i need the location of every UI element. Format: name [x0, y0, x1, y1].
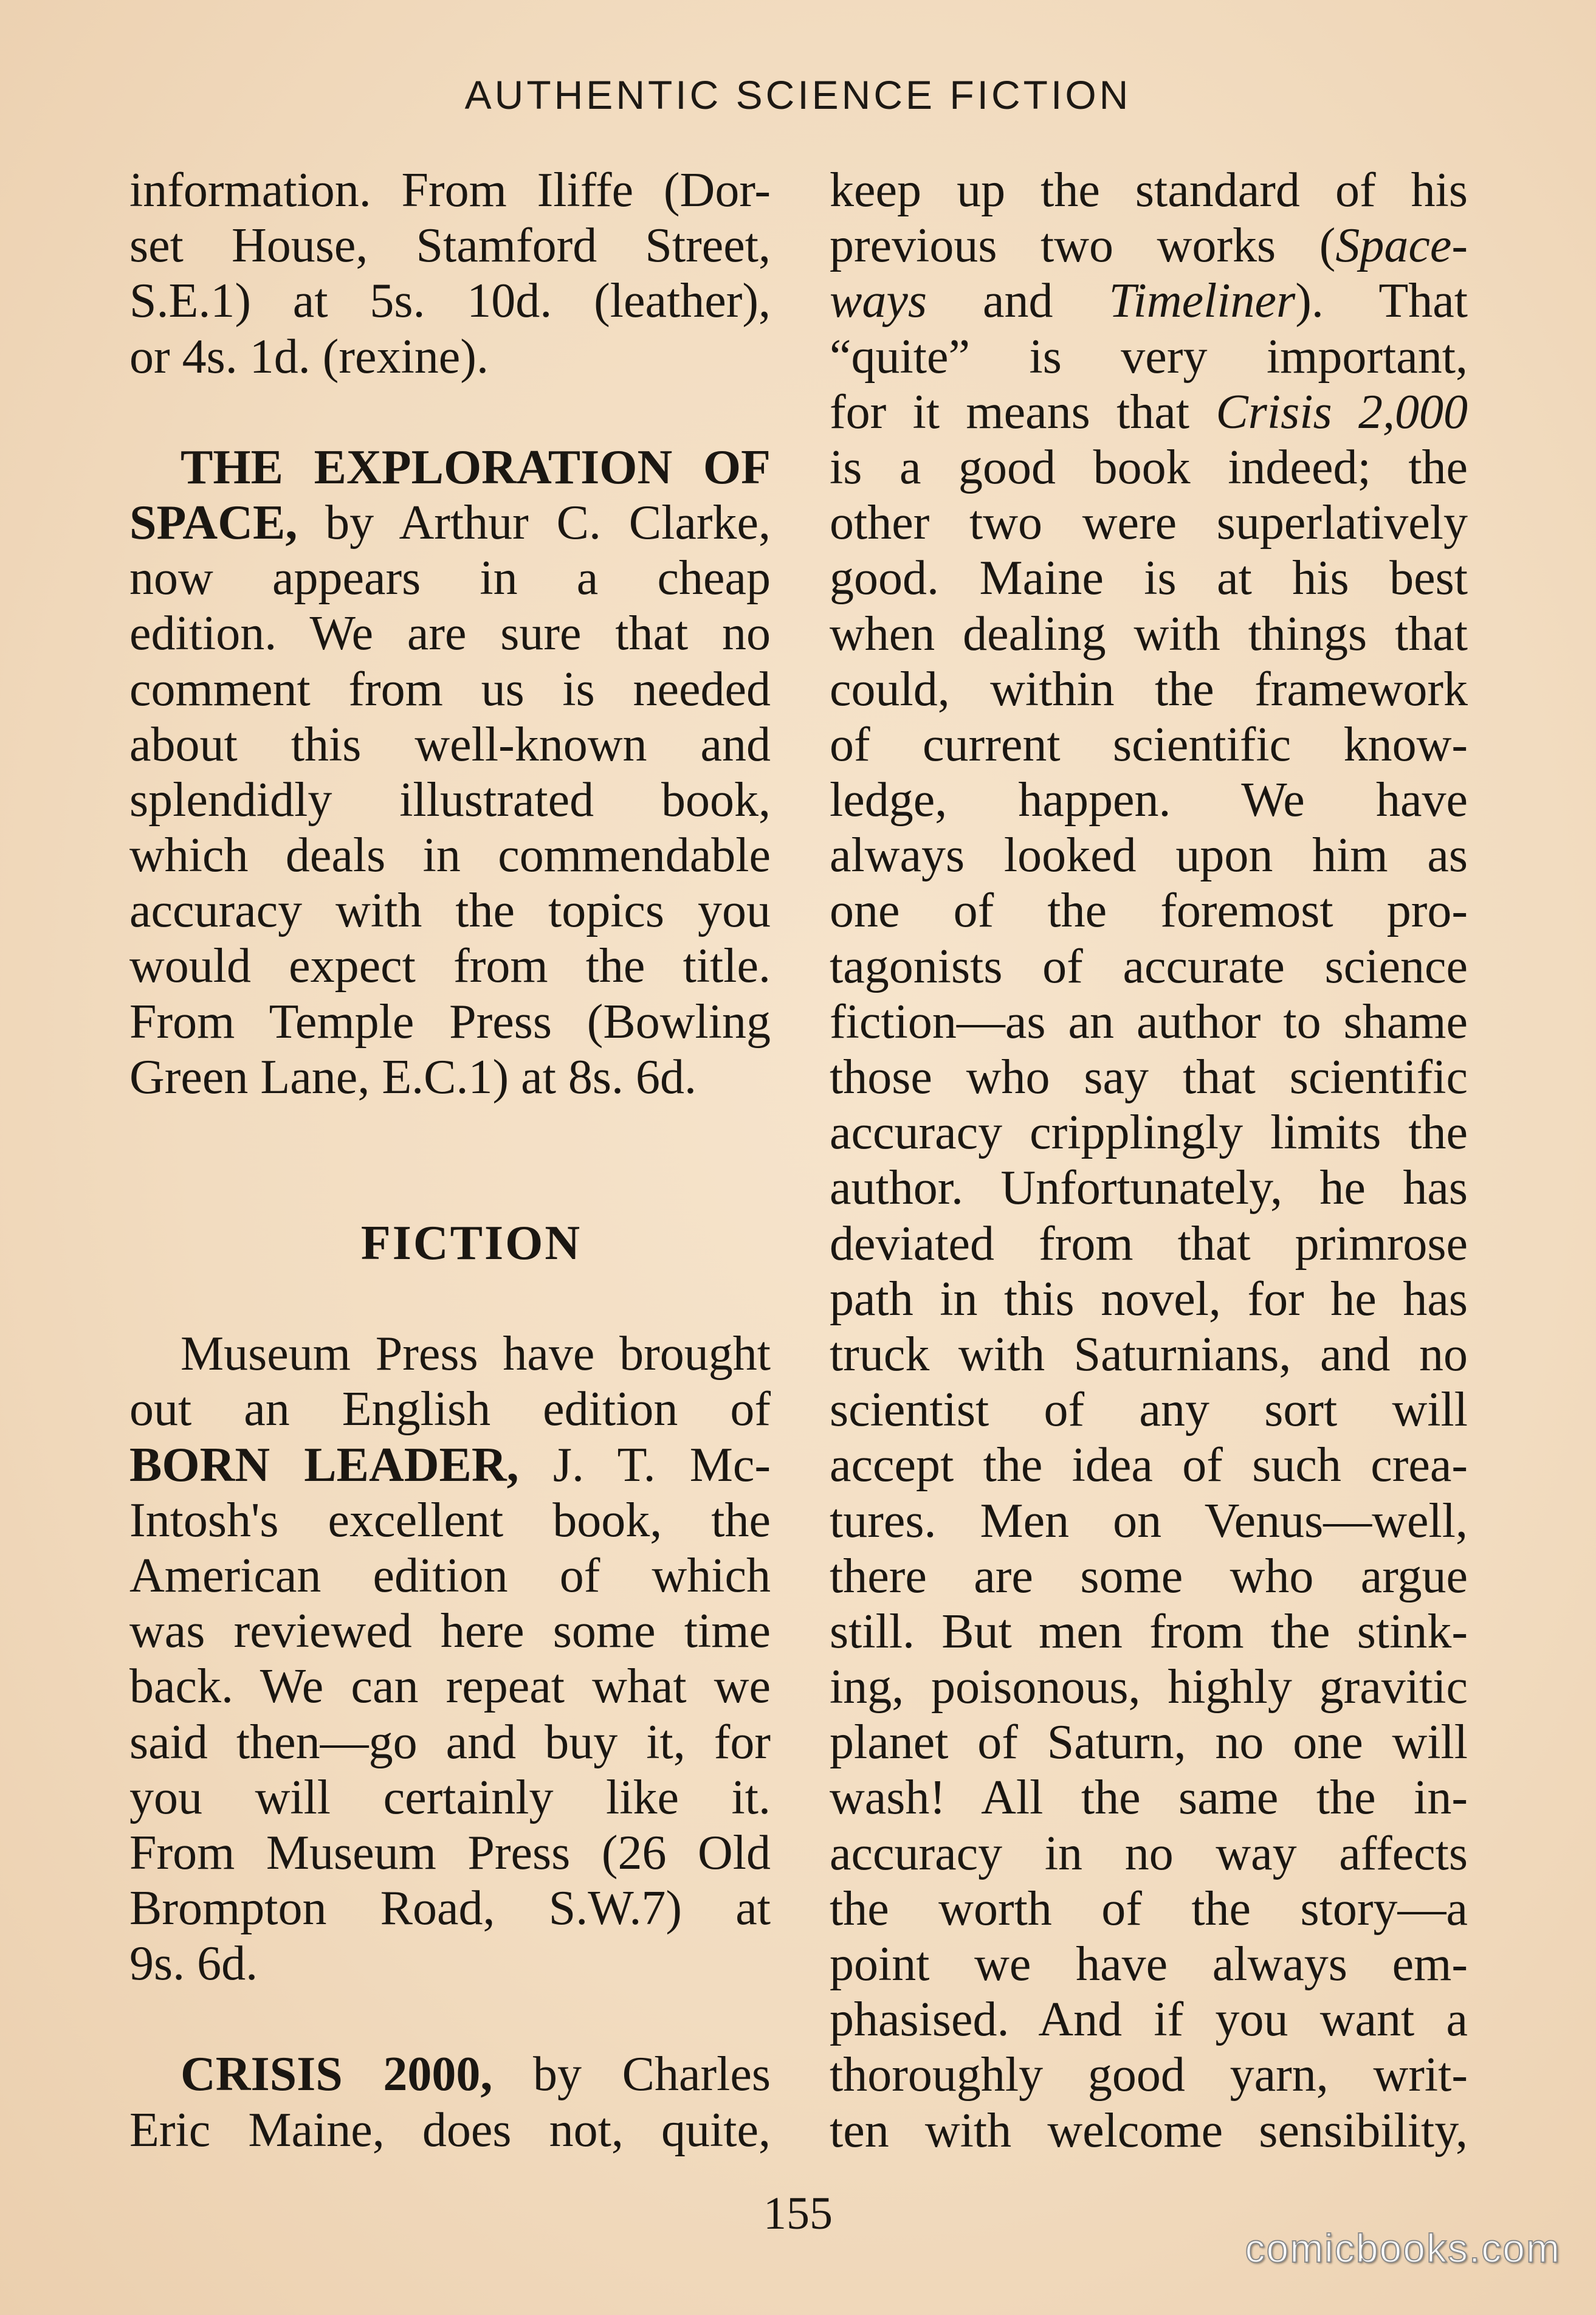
text-line: now appears in a cheap — [129, 551, 771, 605]
text-line — [129, 1438, 771, 1493]
text-line: there are some who argue — [830, 1549, 1468, 1603]
right-column — [830, 163, 1468, 2159]
italic-title: Crisis 2,000 — [1216, 385, 1468, 439]
paragraph-crisis-2000 — [129, 2047, 771, 2158]
book-title: THE EXPLORATION OF — [181, 440, 771, 494]
text-line: author. Unfortunately, he has — [830, 1161, 1468, 1215]
text-line: fiction—as an author to shame — [830, 995, 1468, 1049]
paragraph-born-leader — [129, 1327, 771, 1992]
text-line: planet of Saturn, no one will — [830, 1716, 1468, 1770]
text-line: path in this novel, for he has — [830, 1272, 1468, 1326]
text-line: those who say that scientific — [830, 1051, 1468, 1104]
text-line: would expect from the title. — [129, 939, 771, 993]
book-title: CRISIS 2000, — [181, 2048, 493, 2102]
text-line: Green Lane, E.C.1) at 8s. 6d. — [129, 1050, 697, 1104]
text-line: one of the foremost pro- — [830, 884, 1468, 938]
text-line: accuracy cripplingly limits the — [830, 1106, 1468, 1160]
text-line: S.E.1) at 5s. 10d. (leather), — [129, 274, 771, 328]
text-line: accuracy in no way affects — [830, 1826, 1468, 1880]
text-line: out an English edition of — [129, 1382, 771, 1437]
text-line: or 4s. 1d. (rexine). — [129, 329, 489, 384]
text-line: said then—go and buy it, for — [129, 1715, 771, 1769]
text-run: and — [927, 274, 1109, 328]
text-run: previous two works ( — [830, 219, 1336, 273]
text-line: good. Maine is at his best — [830, 551, 1468, 605]
text-line: information. From Iliffe (Dor- — [129, 164, 771, 217]
text-line: scientist of any sort will — [830, 1383, 1468, 1437]
text-line — [129, 2047, 771, 2102]
text-line: ledge, happen. We have — [830, 773, 1468, 827]
text-line: ing, poisonous, highly gravitic — [830, 1660, 1468, 1714]
text-line: “quite” is very important, — [830, 329, 1468, 384]
text-line: wash! All the same the in- — [830, 1771, 1468, 1825]
text-line: Brompton Road, S.W.7) at — [129, 1882, 771, 1936]
text-line: 9s. 6d. — [129, 1937, 258, 1991]
text-line: American edition of which — [129, 1548, 771, 1603]
text-line: is a good book indeed; the — [830, 440, 1468, 494]
text-line: splendidly illustrated book, — [129, 773, 771, 827]
text-line — [129, 495, 771, 551]
text-line: back. We can repeat what we — [129, 1660, 771, 1714]
left-column — [129, 163, 771, 2158]
text-line: could, within the framework — [830, 662, 1468, 716]
text-line: edition. We are sure that no — [129, 607, 771, 661]
section-heading-fiction: FICTION — [360, 1216, 582, 1270]
text-line: always looked upon him as — [830, 829, 1468, 883]
text-line: which deals in commendable — [129, 829, 771, 883]
text-run: for it means that — [830, 385, 1216, 439]
paragraph-gap — [129, 1992, 771, 2047]
text-line: tures. Men on Venus—well, — [830, 1494, 1468, 1548]
paragraph-iliffe — [129, 163, 771, 385]
text-line: truck with Saturnians, and no — [830, 1327, 1468, 1381]
text-line: phasised. And if you want a — [830, 1993, 1468, 2047]
text-run: ). That — [1295, 274, 1468, 328]
text-line: Eric Maine, does not, quite, — [129, 2103, 771, 2157]
italic-title: Space- — [1335, 219, 1468, 273]
section-gap — [129, 1105, 771, 1216]
text-line: about this well-known and — [129, 717, 771, 771]
text-line: the worth of the story—a — [830, 1882, 1468, 1936]
page-number: 155 — [763, 2188, 833, 2239]
text-line: ten with welcome sensibility, — [830, 2103, 1468, 2158]
paragraph-exploration-of-space — [129, 440, 771, 1105]
text-line: thoroughly good yarn, writ- — [830, 2048, 1468, 2102]
byline: by Arthur C. Clarke, — [297, 495, 771, 550]
text-line: From Museum Press (26 Old — [129, 1826, 771, 1880]
running-header: AUTHENTIC SCIENCE FICTION — [464, 72, 1132, 117]
book-title-end: SPACE, — [129, 495, 298, 550]
italic-title: ways — [830, 274, 927, 328]
text-line: Intosh's excellent book, the — [129, 1493, 771, 1547]
paragraph-gap — [129, 385, 771, 440]
text-line: point we have always em- — [830, 1937, 1468, 1991]
paragraph-gap — [129, 1271, 771, 1327]
byline: by Charles — [492, 2048, 771, 2102]
text-line — [830, 385, 1468, 440]
text-line: still. But men from the stink- — [830, 1604, 1468, 1658]
text-line: Museum Press have brought — [181, 1327, 771, 1381]
text-line: you will certainly like it. — [129, 1770, 771, 1824]
text-line — [830, 274, 1468, 329]
text-line: of current scientific know- — [830, 717, 1468, 771]
text-line: keep up the standard of his — [830, 164, 1468, 217]
byline: J. T. Mc- — [518, 1438, 771, 1492]
text-line: was reviewed here some time — [129, 1604, 771, 1658]
text-line — [830, 218, 1468, 274]
text-line: comment from us is needed — [129, 662, 771, 716]
text-line: From Temple Press (Bowling — [129, 995, 771, 1049]
text-line: accept the idea of such crea- — [830, 1438, 1468, 1492]
text-line: when dealing with things that — [830, 607, 1468, 661]
text-line: deviated from that primrose — [830, 1216, 1468, 1271]
watermark-logo: comicbooks.com — [1245, 2226, 1561, 2271]
text-line: set House, Stamford Street, — [129, 219, 771, 273]
text-line: accuracy with the topics you — [129, 884, 771, 938]
italic-title: Timeliner — [1109, 274, 1296, 328]
book-title: BORN LEADER, — [129, 1438, 519, 1492]
text-line: tagonists of accurate science — [830, 939, 1468, 993]
text-line: other two were superlatively — [830, 496, 1468, 550]
